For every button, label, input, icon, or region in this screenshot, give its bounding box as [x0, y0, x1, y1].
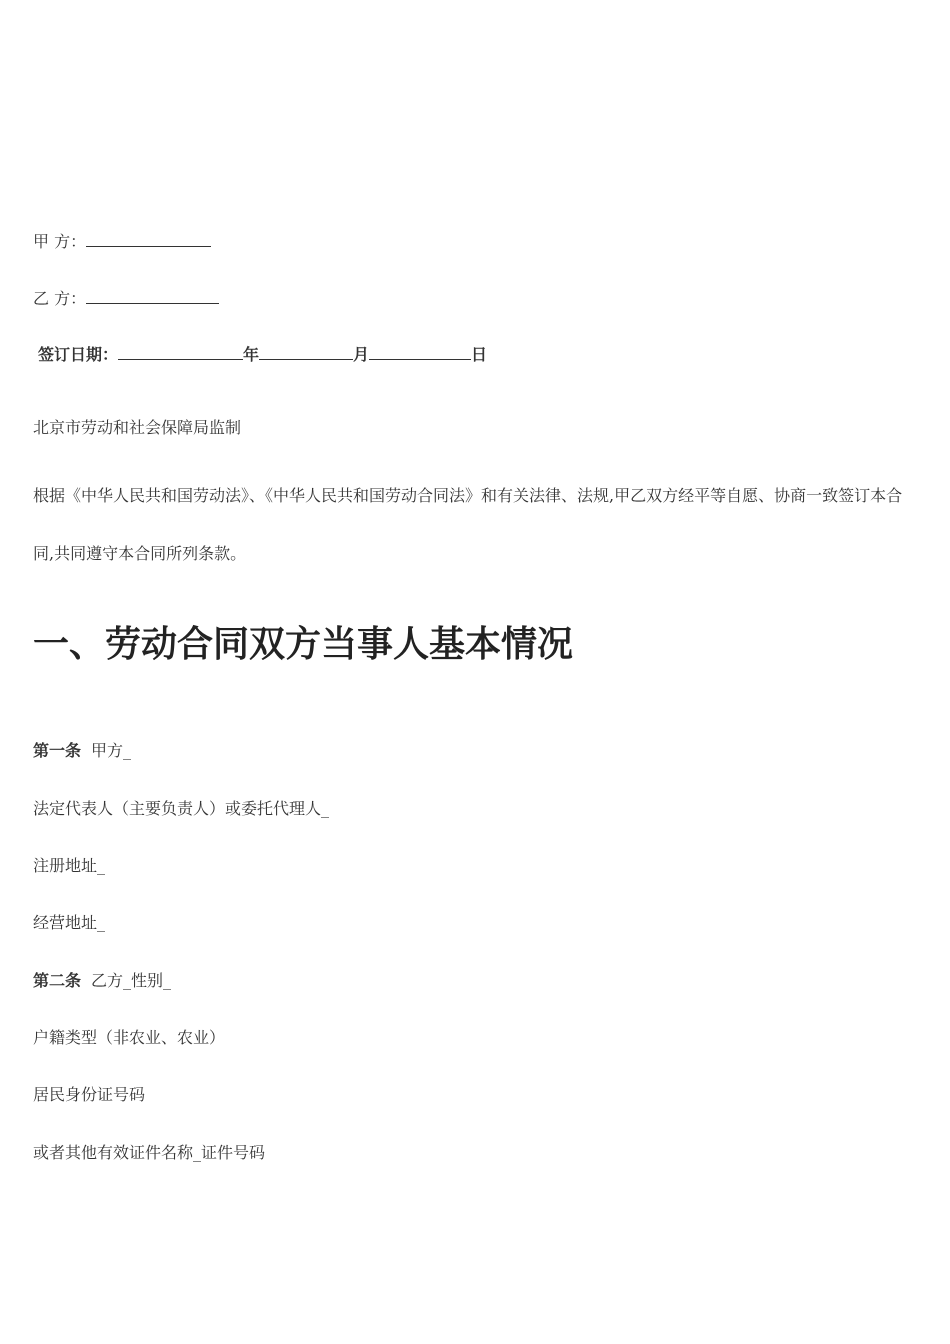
- sign-date-line: [38, 345, 487, 365]
- year-blank: [118, 345, 243, 360]
- supervisor-text: 北京市劳动和社会保障局监制: [33, 418, 242, 437]
- party-a-blank: [86, 232, 211, 247]
- day-blank: [369, 345, 471, 360]
- sign-date-label: 签订日期：: [38, 345, 119, 364]
- intro-paragraph: 根据《中华人民共和国劳动法》、《中华人民共和国劳动合同法》和有关法律、法规,甲乙双方经平等自愿、协商一致签订本合同,共同遵守本合同所列条款。: [33, 486, 903, 563]
- party-a-label: 甲 方：: [33, 232, 87, 251]
- article-1-party-a-text: 甲方_: [91, 741, 132, 760]
- day-label: 日: [471, 345, 488, 364]
- party-b-line: [33, 289, 219, 309]
- hukou-line: 户籍类型（非农业、农业）: [33, 1028, 226, 1047]
- year-label: 年: [243, 345, 260, 364]
- legal-rep-line: 法定代表人（主要负责人）或委托代理人_: [33, 799, 330, 818]
- reg-address-line: 注册地址_: [33, 856, 106, 875]
- party-a-line: [33, 232, 211, 252]
- month-blank: [259, 345, 353, 360]
- id-number-line: 居民身份证号码: [33, 1085, 146, 1104]
- section-1-title: 一、劳动合同双方当事人基本情况: [33, 623, 574, 665]
- month-label: 月: [353, 345, 370, 364]
- biz-address-line: 经营地址_: [33, 913, 106, 932]
- article-1-label: 第一条: [33, 741, 82, 760]
- article-2-party-b-text: 乙方_性别_: [91, 971, 172, 990]
- article-1-party-a: [33, 741, 131, 761]
- article-2-label: 第二条: [33, 971, 82, 990]
- party-b-label: 乙 方：: [33, 289, 87, 308]
- article-2-party-b: [33, 971, 171, 991]
- party-b-blank: [86, 289, 219, 304]
- other-id-line: 或者其他有效证件名称_证件号码: [33, 1143, 266, 1162]
